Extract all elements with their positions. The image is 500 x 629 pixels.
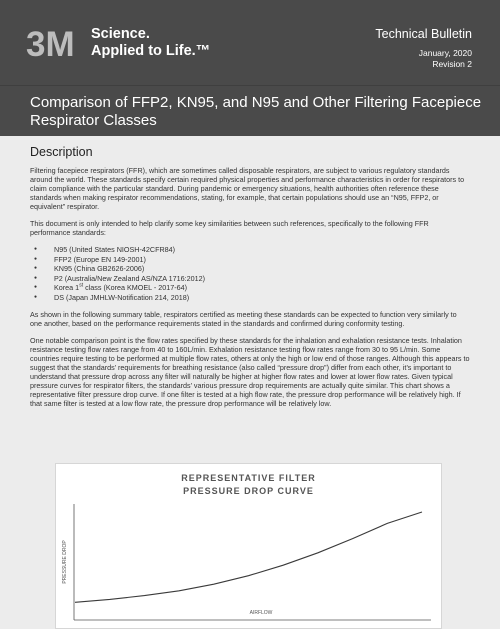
series-line (75, 512, 422, 602)
list-item: ● N95 (United States NIOSH-42CFR84) (30, 245, 470, 255)
tagline (91, 26, 210, 60)
tagline-line2: Applied to Life.™ (91, 43, 211, 59)
paragraph-flow-rates: One notable comparison point is the flow rates specified by these standards for the inhalation and exhalation resistance tests. Inhalation resistance testing flow rates range from 40 to 160L/min. Exhalation resistance testing flow rates range from 30 to 95 L/min. Some countries require testing to be performed at multiple flow rates, others at only the high or low end of those ranges. Although this appears to suggest that the standards’ requirements for breathing resistance (also called “pressure drop”) differ from each other, it’s important to understand that pressure drop across any filter will naturally be higher at higher flow rates and lower at lower flow rates. Given typical pressure curves for respirator filters, the standards’ various pressure drop requirements are actually quite similar. This chart shows a representative filter pressure drop curve. If one filter is tested at a high flow rate, the pressure drop performance will be relatively high. If that same filter is tested at a low flow rate, the pressure drop performance will be relatively low. (30, 336, 470, 408)
chart-subtitle: PRESSURE DROP CURVE (183, 486, 314, 496)
list-item: ● P2 (Australia/New Zealand AS/NZA 1716:2012) (30, 274, 470, 284)
pressure-drop-chart (55, 463, 442, 629)
list-item: ● FFP2 (Europe EN 149-2001) (30, 255, 470, 265)
section-heading: Description (30, 145, 93, 159)
korea-prefix: Korea 1 (54, 283, 80, 292)
main-content (30, 144, 470, 416)
standards-list (30, 245, 470, 302)
korea-suffix: class (Korea KMOEL - 2017-64) (83, 283, 188, 292)
tagline-line1: Science. (91, 26, 150, 42)
chart-title: REPRESENTATIVE FILTER (181, 473, 316, 483)
paragraph-summary: As shown in the following summary table, respirators certified as meeting these standards can be expected to function very similarly to one another, based on the performance requirements stated in the standards and confirmed during conformity testing. (30, 310, 457, 328)
bulletin-title: Technical Bulletin (375, 27, 472, 41)
x-axis-label: AIRFLOW (249, 610, 273, 616)
3m-logo (26, 26, 88, 60)
paragraph-scope: This document is only intended to help clarify some key similarities between such references, specifically to the following FFR performance standards: (30, 219, 429, 237)
list-item: ● DS (Japan JMHLW-Notification 214, 2018) (30, 293, 470, 303)
document-title: Comparison of FFP2, KN95, and N95 and Other Filtering Facepiece Respirator Classes (30, 94, 482, 129)
list-item (30, 283, 470, 293)
paragraph-intro: Filtering facepiece respirators (FFR), which are sometimes called disposable respirators, are subject to various regulatory standards around the world. These standards specify certain required physical properties and performance characteristics in order for respirators to claim compliance with the particular standard. During pandemic or emergency situations, health authorities often reference these standards when making respirator recommendations, stating, for example, that certain populations should use an “N95, FFP2, or equivalent” respirator. (30, 166, 465, 211)
svg-text:3M: 3M (26, 26, 75, 60)
bulletin-info (375, 27, 472, 70)
bulletin-date: January, 2020 (418, 48, 472, 58)
korea-superscript: st (79, 282, 84, 289)
bulletin-revision: Revision 2 (432, 59, 472, 69)
header-band (0, 0, 500, 85)
y-axis-label: PRESSURE DROP (62, 540, 68, 584)
list-item: ● KN95 (China GB2626-2006) (30, 264, 470, 274)
